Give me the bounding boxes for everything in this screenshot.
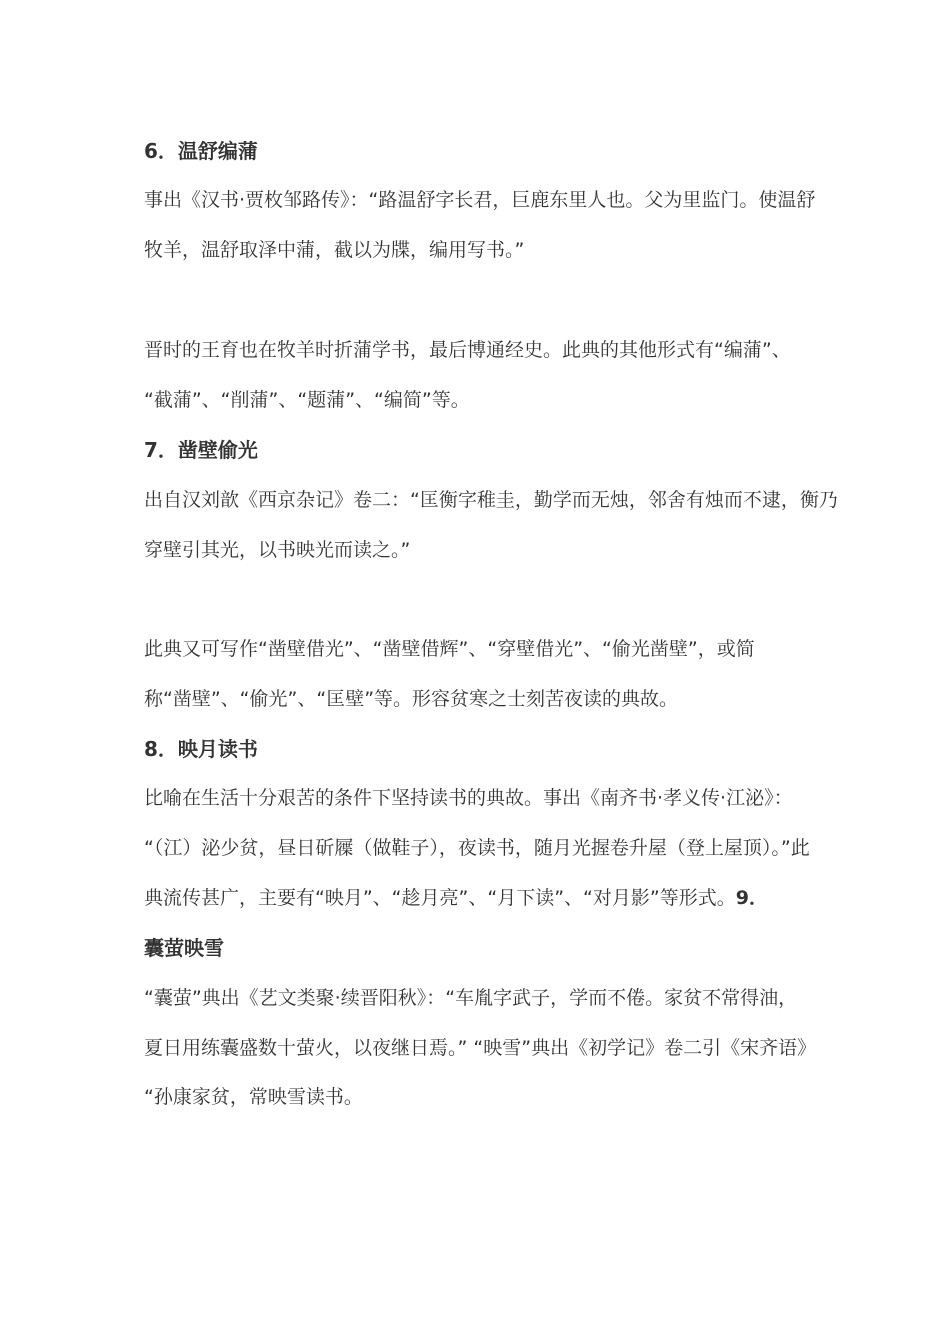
paragraph-line: 夏日用练囊盛数十萤火，以夜继日焉。” “映雪”典出《初学记》卷二引《宋齐语》 — [144, 1037, 817, 1059]
paragraph-line: 牧羊，温舒取泽中蒲，截以为牒，编用写书。” — [144, 239, 525, 261]
paragraph-line — [144, 884, 812, 912]
paragraph-line: “截蒲”、“削蒲”、“题蒲”、“编简”等。 — [144, 389, 470, 411]
section-heading-7: 7．凿壁偷光 — [144, 438, 258, 462]
paragraph-line: 称“凿壁”、“偷光”、“匡壁”等。形容贫寒之士刻苦夜读的典故。 — [144, 688, 679, 710]
paragraph-line: 比喻在生活十分艰苦的条件下坚持读书的典故。事出《南齐书·孝义传·江泌》： — [144, 787, 793, 809]
paragraph-line-text: 典流传甚广，主要有“映月”、“趁月亮”、“月下读”、“对月影”等形式。 — [144, 887, 736, 909]
paragraph-line: 晋时的王育也在牧羊时折蒲学书，最后博通经史。此典的其他形式有“编蒲”、 — [144, 339, 791, 361]
paragraph-line: 事出《汉书·贾枚邹路传》：“路温舒字长君，巨鹿东里人也。父为里监门。使温舒 — [144, 189, 816, 211]
section-heading-9: 囊萤映雪 — [144, 936, 224, 960]
paragraph-line: 此典又可写作“凿壁借光”、“凿壁借辉”、“穿壁借光”、“偷光凿壁”，或简 — [144, 638, 755, 660]
section-heading-8: 8．映月读书 — [144, 737, 258, 761]
section-number-9: 9． — [735, 887, 768, 909]
paragraph-line: 穿壁引其光，以书映光而读之。” — [144, 539, 411, 561]
paragraph-line: “孙康家贫，常映雪读书。 — [144, 1086, 363, 1108]
paragraph-line: 出自汉刘歆《西京杂记》卷二：“匡衡字稚圭，勤学而无烛，邻舍有烛而不逮，衡乃 — [144, 489, 838, 511]
paragraph-line: “（江）泌少贫，昼日斫屧（做鞋子），夜读书，随月光握卷升屋（登上屋顶）。”此 — [144, 837, 810, 859]
paragraph-line: “囊萤”典出《艺文类聚·续晋阳秋》：“车胤字武子，学而不倦。家贫不常得油， — [144, 987, 798, 1009]
section-heading-6: 6．温舒编蒲 — [144, 139, 258, 163]
